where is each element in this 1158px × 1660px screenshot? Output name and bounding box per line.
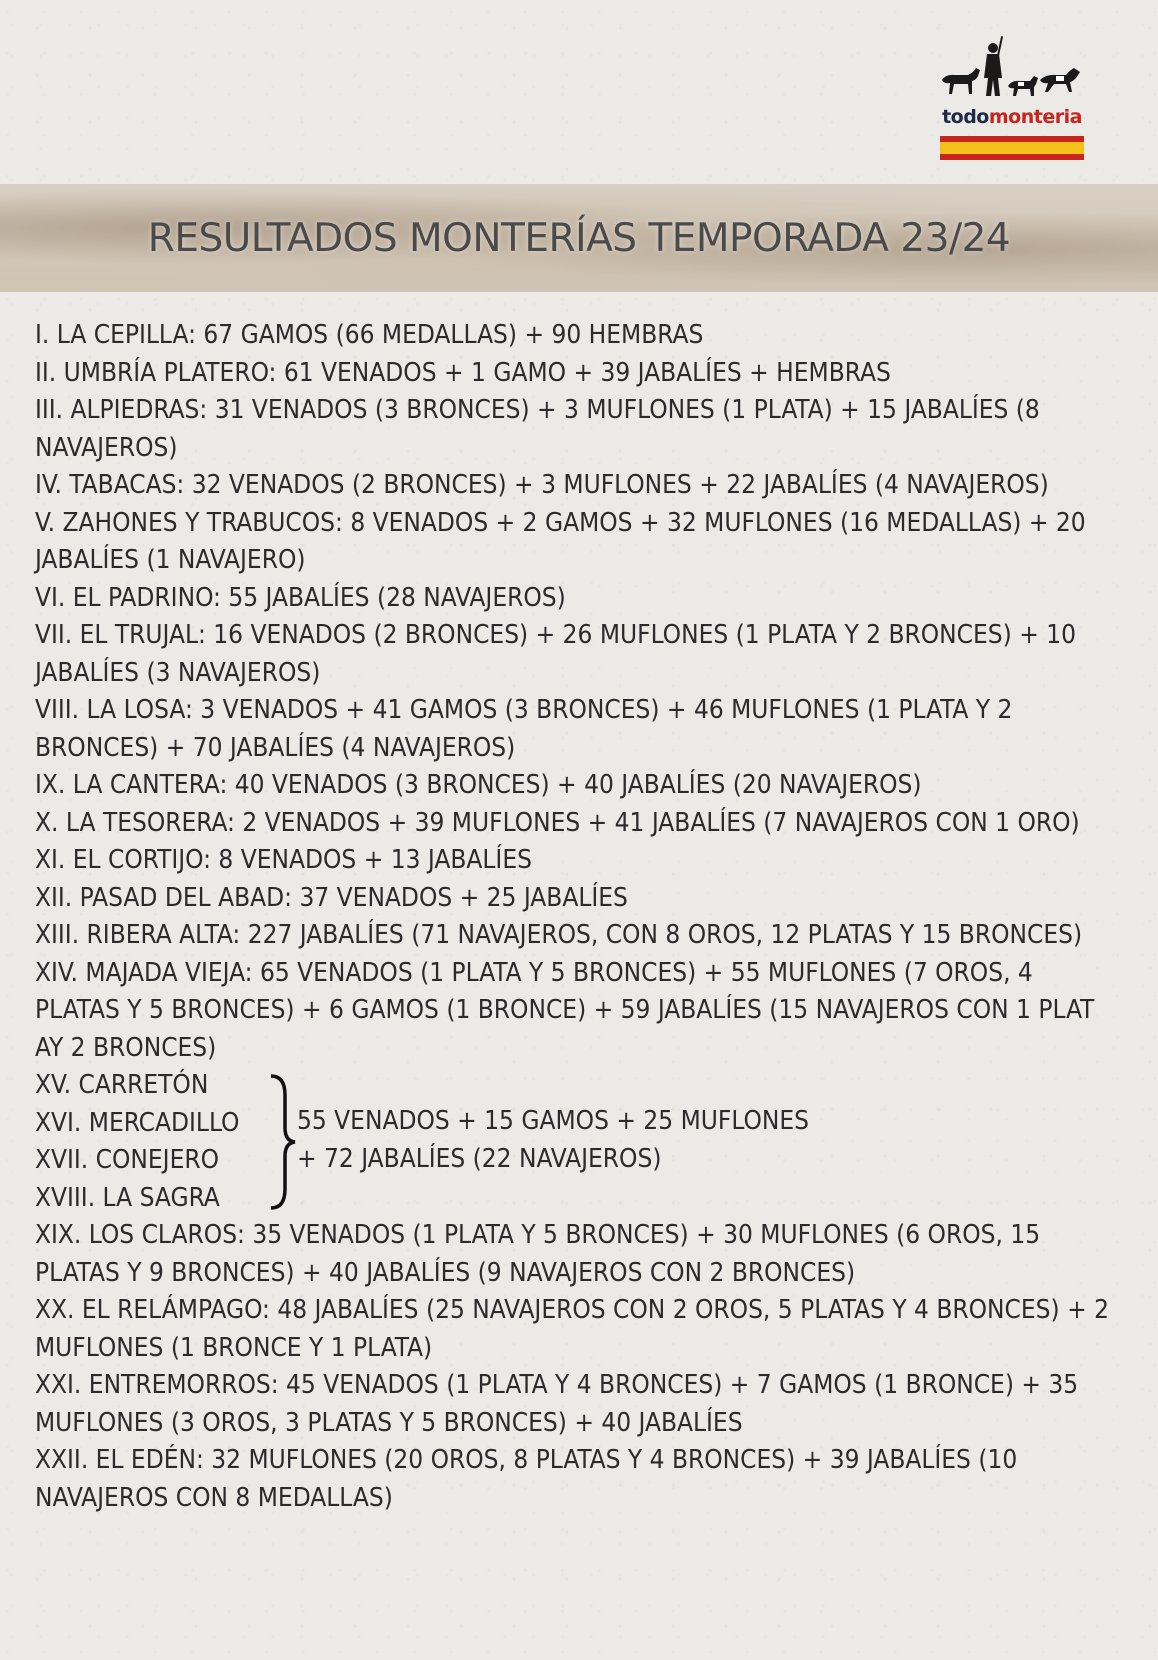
logo-text-monteria: monteria [988,106,1082,128]
list-item: V. ZAHONES Y TRABUCOS: 8 VENADOS + 2 GAMOS + 32 MUFLONES (16 MEDALLAS) + 20 JABALÍES (1 NAVAJERO) [35,507,1086,575]
group-names [35,1067,239,1217]
list-item: XXII. EL EDÉN: 32 MUFLONES (20 OROS, 8 PLATAS Y 4 BRONCES) + 39 JABALÍES (10 NAVAJEROS CON 8 MEDALLAS) [35,1445,1018,1513]
list-item: XIV. MAJADA VIEJA: 65 VENADOS (1 PLATA Y 5 BRONCES) + 55 MUFLONES (7 OROS, 4 PLATAS Y 5 BRONCES) + 6 GAMOS (1 BRONCE) + 59 JABALÍES (15 NAVAJEROS CON 1 PLAT AY 2 BRONCES) [35,957,1095,1063]
list-item: IV. TABACAS: 32 VENADOS (2 BRONCES) + 3 MUFLONES + 22 JABALÍES (4 NAVAJEROS) [35,470,1049,500]
title-banner [0,184,1158,292]
group-summary [297,1103,809,1178]
list-item: VIII. LA LOSA: 3 VENADOS + 41 GAMOS (3 BRONCES) + 46 MUFLONES (1 PLATA Y 2 BRONCES) + 70 JABALÍES (4 NAVAJEROS) [35,695,1013,763]
group-summary-line: 55 VENADOS + 15 GAMOS + 25 MUFLONES [297,1106,809,1136]
list-item: XX. EL RELÁMPAGO: 48 JABALÍES (25 NAVAJEROS CON 2 OROS, 5 PLATAS Y 4 BRONCES) + 2 MUFLONES (1 BRONCE Y 1 PLATA) [35,1295,1109,1363]
results-list [35,317,1125,1517]
list-item: XII. PASAD DEL ABAD: 37 VENADOS + 25 JABALÍES [35,882,628,913]
group-name: XVIII. LA SAGRA [35,1182,220,1213]
list-item: VII. EL TRUJAL: 16 VENADOS (2 BRONCES) + 26 MUFLONES (1 PLATA Y 2 BRONCES) + 10 JABALÍES (3 NAVAJEROS) [35,620,1076,688]
group-name: XV. CARRETÓN [35,1070,209,1100]
spain-flag-icon [940,136,1084,160]
list-item: XIII. RIBERA ALTA: 227 JABALÍES (71 NAVAJEROS, CON 8 OROS, 12 PLATAS Y 15 BRONCES) [35,920,1083,950]
list-item: III. ALPIEDRAS: 31 VENADOS (3 BRONCES) + 3 MUFLONES (1 PLATA) + 15 JABALÍES (8 NAVAJEROS) [35,395,1040,463]
list-item: IX. LA CANTERA: 40 VENADOS (3 BRONCES) + 40 JABALÍES (20 NAVAJEROS) [35,770,922,800]
page-title: RESULTADOS MONTERÍAS TEMPORADA 23/24 [147,215,1011,261]
list-item: XI. EL CORTIJO: 8 VENADOS + 13 JABALÍES [35,845,532,875]
list-item: VI. EL PADRINO: 55 JABALÍES (28 NAVAJEROS) [35,582,566,613]
list-item: I. LA CEPILLA: 67 GAMOS (66 MEDALLAS) + 90 HEMBRAS [35,320,704,350]
list-item: XIX. LOS CLAROS: 35 VENADOS (1 PLATA Y 5 BRONCES) + 30 MUFLONES (6 OROS, 15 PLATAS Y 9 BRONCES) + 40 JABALÍES (9 NAVAJEROS CON 2 BRONCES) [35,1220,1041,1288]
list-item: X. LA TESORERA: 2 VENADOS + 39 MUFLONES + 41 JABALÍES (7 NAVAJEROS CON 1 ORO) [35,807,1080,838]
logo-wordmark [938,106,1086,128]
list-item: XXI. ENTREMORROS: 45 VENADOS (1 PLATA Y 4 BRONCES) + 7 GAMOS (1 BRONCE) + 35 MUFLONES (3 OROS, 3 PLATAS Y 5 BRONCES) + 40 JABALÍES [35,1370,1079,1438]
brand-logo [938,34,1086,164]
group-name: XVII. CONEJERO [35,1145,220,1175]
group-name: XVI. MERCADILLO [35,1107,240,1138]
logo-text-todo: todo [942,106,989,128]
list-item: II. UMBRÍA PLATERO: 61 VENADOS + 1 GAMO + 39 JABALÍES + HEMBRAS [35,357,891,388]
hunter-with-dogs-icon [938,34,1086,106]
grouped-results [35,1067,1125,1217]
group-summary-line: + 72 JABALÍES (22 NAVAJEROS) [297,1143,662,1174]
